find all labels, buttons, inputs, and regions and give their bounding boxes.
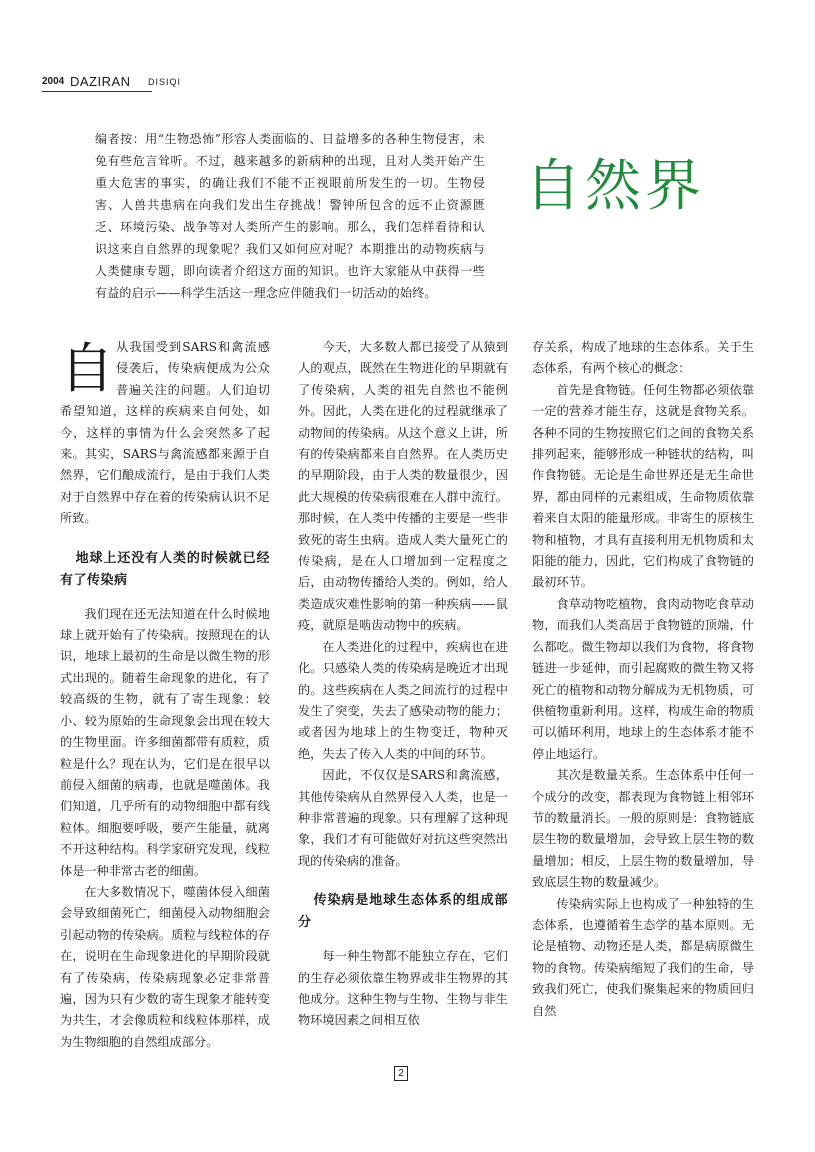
paragraph: 存关系，构成了地球的生态体系。关于生态体系，有两个核心的概念： [532,340,754,376]
page-number: 2 [394,1066,408,1081]
paragraph: 今天，大多数人都已接受了从猿到人的观点，既然在生物进化的早期就有了传染病，人类的祖先自然也不能例外。因此，人类在进化的过程就继承了动物间的传染病。从这个意义上讲，所有的传染病都来自自然界。在人类历史的早期阶段，由于人类的数量很少，因此大规模的传染病很难在人群中流行。那时候，在人类中传播的主要是一些非致死的寄生虫病。造成人类大量死亡的传染病，是在人口增加到一定程度之后，由动物传播给人类的。例如，给人类造成灾难性影响的第一种疾病——鼠疫，就原是啮齿动物中的疾病。 [298,340,508,633]
editor-note: 编者按：用“生物恐怖”形容人类面临的、日益增多的各种生物侵害，未免有些危言耸听。不过，越来越多的新病种的出现，且对人类开始产生重大危害的事实，的确让我们不能不正视眼前所发生的一切。生物侵害、人兽共患病在向我们发出生存挑战！警钟所包含的远不止资源匮乏、环境污染、战争等对人类所产生的影响。那么，我们怎样看待和认识这来自自然界的现象呢？我们又如何应对呢？本期推出的动物疾病与人类健康专题，即向读者介绍这方面的知识。也许大家能从中获得一些有益的启示——科学生活这一理念应伴随我们一切活动的始终。 [95,132,485,300]
article-title: 自然界 [525,154,705,219]
drop-cap: 自 [60,337,114,400]
section-heading-1: 地球上还没有人类的时候就已经有了传染病 [60,550,270,588]
paragraph: 首先是食物链。任何生物都必须依靠一定的营养才能生存，这就是食物关系。各种不同的生物按照它们之间的食物关系排列起来，能够形成一种链状的结构，叫作食物链。无论是生命世界还是无生命世界，都由同样的元素组成，生命物质依靠着来自太阳的能量形成。非寄生的原核生物和植物，才具有直接利用无机物质和太阳能的能力，因此，它们构成了食物链的最初环节。 [532,382,754,590]
paragraph: 在人类进化的过程中，疾病也在进化。只感染人类的传染病是晚近才出现的。这些疾病在人类之间流行的过程中发生了突变，失去了感染动物的能力；或者因为地球上的生物变迁，物种灭绝，失去了传入人类的中间的环节。 [298,639,508,761]
masthead-rule [42,91,152,92]
section-heading-2: 传染病是地球生态体系的组成部分 [298,893,508,931]
paragraph: 传染病实际上也构成了一种独特的生态体系，也遵循着生态学的基本原则。无论是植物、动物还是人类，都是病原微生物的食物。传染病缩短了我们的生命，导致我们死亡，使我们聚集起来的物质回归自然 [532,896,754,1018]
paragraph: 其次是数量关系。生态体系中任何一个成分的改变，都表现为食物链上相邻环节的数量消长。一般的原则是：食物链底层生物的数量增加，会导致上层生物的数量增加；相反，上层生物的数量增加，导致底层生物的数量减少。 [532,768,754,890]
column-3 [532,337,754,1022]
paragraph: 从我国受到SARS和禽流感侵袭后，传染病便成为公众普遍关注的问题。人们迫切希望知道，这样的疾病来自何处，如今，这样的事情为什么会突然多了起来。其实，SARS与禽流感都来源于自然界，它们酿成流行，是由于我们人类对于自然界中存在着的传染病认识不足所致。 [60,340,270,526]
paragraph: 食草动物吃植物，食肉动物吃食草动物，而我们人类高居于食物链的顶端，什么都吃。微生物却以我们为食物，将食物链进一步延伸，而引起腐败的微生物又将死亡的植物和动物分解成为无机物质，可供植物重新利用。这样，构成生命的物质可以循环利用，地球上的生态体系才能不停止地运行。 [532,596,754,761]
magazine-name: DAZIRAN [70,74,131,89]
column-1 [60,337,270,1053]
paragraph: 因此，不仅仅是SARS和禽流感，其他传染病从自然界侵入人类，也是一种非常普遍的现象。只有理解了这种现象，我们才有可能做好对抗这些突然出现的传染病的准备。 [298,768,508,868]
column-2 [298,337,508,1032]
magazine-subtitle: DISIQI [148,77,182,87]
paragraph: 我们现在还无法知道在什么时候地球上就开始有了传染病。按照现在的认识，地球上最初的生命是以微生物的形式出现的。随着生命现象的进化，有了较高级的生物，就有了寄生现象：较小、较为原始的生命现象会出现在较大的生物里面。许多细菌都带有质粒，质粒是什么？现在认为，它们是在很早以前侵入细菌的病毒，也就是噬菌体。我们知道，几乎所有的动物细胞中都有线粒体。细胞要呼吸，要产生能量，就离不开这种结构。科学家研究发现，线粒体是一种非常古老的细菌。 [60,606,270,878]
issue-year: 2004 [42,76,65,87]
paragraph: 每一种生物都不能独立存在，它们的生存必须依靠生物界或非生物界的其他成分。这种生物与生物、生物与非生物环境因素之间相互依 [298,949,508,1028]
paragraph: 在大多数情况下，噬菌体侵入细菌会导致细菌死亡，细菌侵入动物细胞会引起动物的传染病。质粒与线粒体的存在，说明在生命现象进化的早期阶段就有了传染病，传染病现象必定非常普遍，因为只有少数的寄生现象才能转变为共生，才会像质粒和线粒体那样，成为生物细胞的自然组成部分。 [60,884,270,1049]
